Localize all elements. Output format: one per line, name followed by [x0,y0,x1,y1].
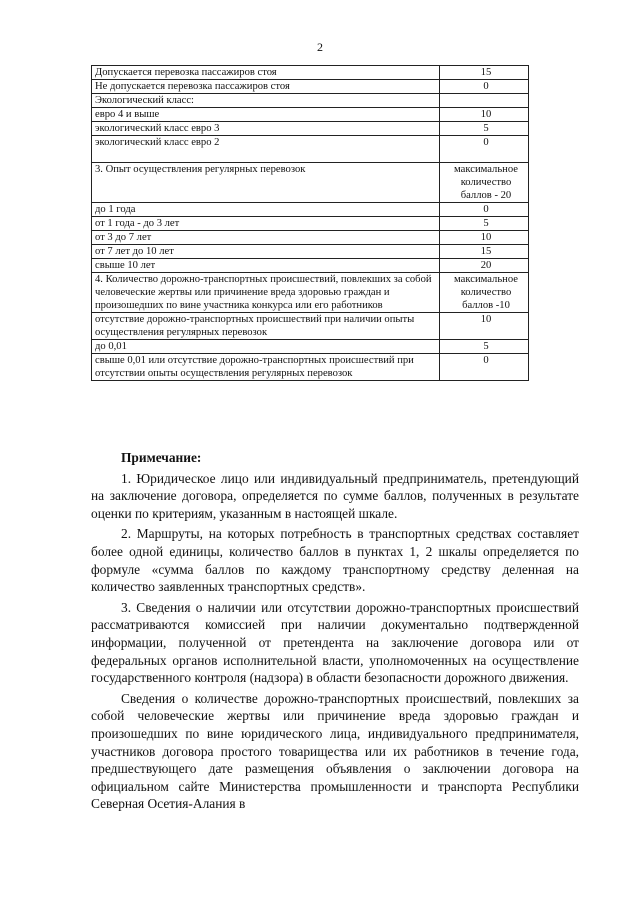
row-value: 10 [440,313,529,340]
row-label: до 1 года [92,203,440,217]
table-row [92,203,529,217]
table-row [92,231,529,245]
row-label: экологический класс евро 2 [92,136,440,163]
row-value: 5 [440,122,529,136]
row-value: 10 [440,231,529,245]
table-row [92,354,529,381]
row-label: Экологический класс: [92,94,440,108]
row-label: от 7 лет до 10 лет [92,245,440,259]
row-value: 0 [440,203,529,217]
row-value [440,94,529,108]
table-row [92,313,529,340]
table-row [92,66,529,80]
row-value: 0 [440,136,529,163]
row-value: 15 [440,245,529,259]
criteria-table [91,65,529,381]
row-label: отсутствие дорожно-транспортных происшествий при наличии опыты осуществления регулярных перевозок [92,313,440,340]
row-value: максимальное количество баллов -10 [440,273,529,313]
table-row [92,94,529,108]
row-label: евро 4 и выше [92,108,440,122]
note-paragraph: 2. Маршруты, на которых потребность в транспортных средствах составляет более одной единицы, количество баллов в пунктах 1, 2 шкалы определяется по формуле «сумма баллов по каждому транспортному средству деленная на количество заявленных транспортных средств». [91,526,579,595]
row-value: 20 [440,259,529,273]
row-label: экологический класс евро 3 [92,122,440,136]
row-label: Не допускается перевозка пассажиров стоя [92,80,440,94]
row-label: от 1 года - до 3 лет [92,217,440,231]
notes-section [91,449,579,813]
row-label: 3. Опыт осуществления регулярных перевозок [92,163,440,203]
table-row [92,108,529,122]
row-label: свыше 10 лет [92,259,440,273]
table-row [92,340,529,354]
table-row [92,273,529,313]
notes-heading: Примечание: [121,450,202,465]
row-label: Допускается перевозка пассажиров стоя [92,66,440,80]
table-row [92,217,529,231]
page-number: 2 [317,40,323,54]
table-row [92,259,529,273]
table-row [92,122,529,136]
row-label: от 3 до 7 лет [92,231,440,245]
note-paragraph: Сведения о количестве дорожно-транспортных происшествий, повлекших за собой человеческие жертвы или причинение вреда здоровью граждан и произошедших по вине юридического лица, индивидуального предпринимателя, участников договора простого товарищества или их работников в течение года, предшествующего дате размещения объявления о заключении договора на официальном сайте Министерства промышленности и транспорта Республики Северная Осетия-Алания в [91,690,579,812]
row-value: 15 [440,66,529,80]
table-row [92,80,529,94]
row-label: свыше 0,01 или отсутствие дорожно-транспортных происшествий при отсутствии опыты осуществления регулярных перевозок [92,354,440,381]
table-row [92,163,529,203]
row-value: 5 [440,217,529,231]
row-value: 10 [440,108,529,122]
row-label: до 0,01 [92,340,440,354]
table-row [92,136,529,163]
table-row [92,245,529,259]
row-label: 4. Количество дорожно-транспортных происшествий, повлекших за собой человеческие жертвы или причинение вреда здоровью граждан и произошедших по вине участника конкурса или его работников [92,273,440,313]
row-value: 0 [440,354,529,381]
note-paragraph: 3. Сведения о наличии или отсутствии дорожно-транспортных происшествий рассматриваются комиссией при наличии документально подтвержденной информации, полученной от претендента на заключение договора или от федеральных органов исполнительной власти, уполномоченных на осуществление государственного контроля (надзора) в области безопасности дорожного движения. [91,599,579,686]
note-paragraph: 1. Юридическое лицо или индивидуальный предприниматель, претендующий на заключение договора, определяется по сумме баллов, полученных в результате оценки по критериям, указанным в настоящей шкале. [91,470,579,521]
row-value: 0 [440,80,529,94]
row-value: максимальное количество баллов - 20 [440,163,529,203]
row-value: 5 [440,340,529,354]
